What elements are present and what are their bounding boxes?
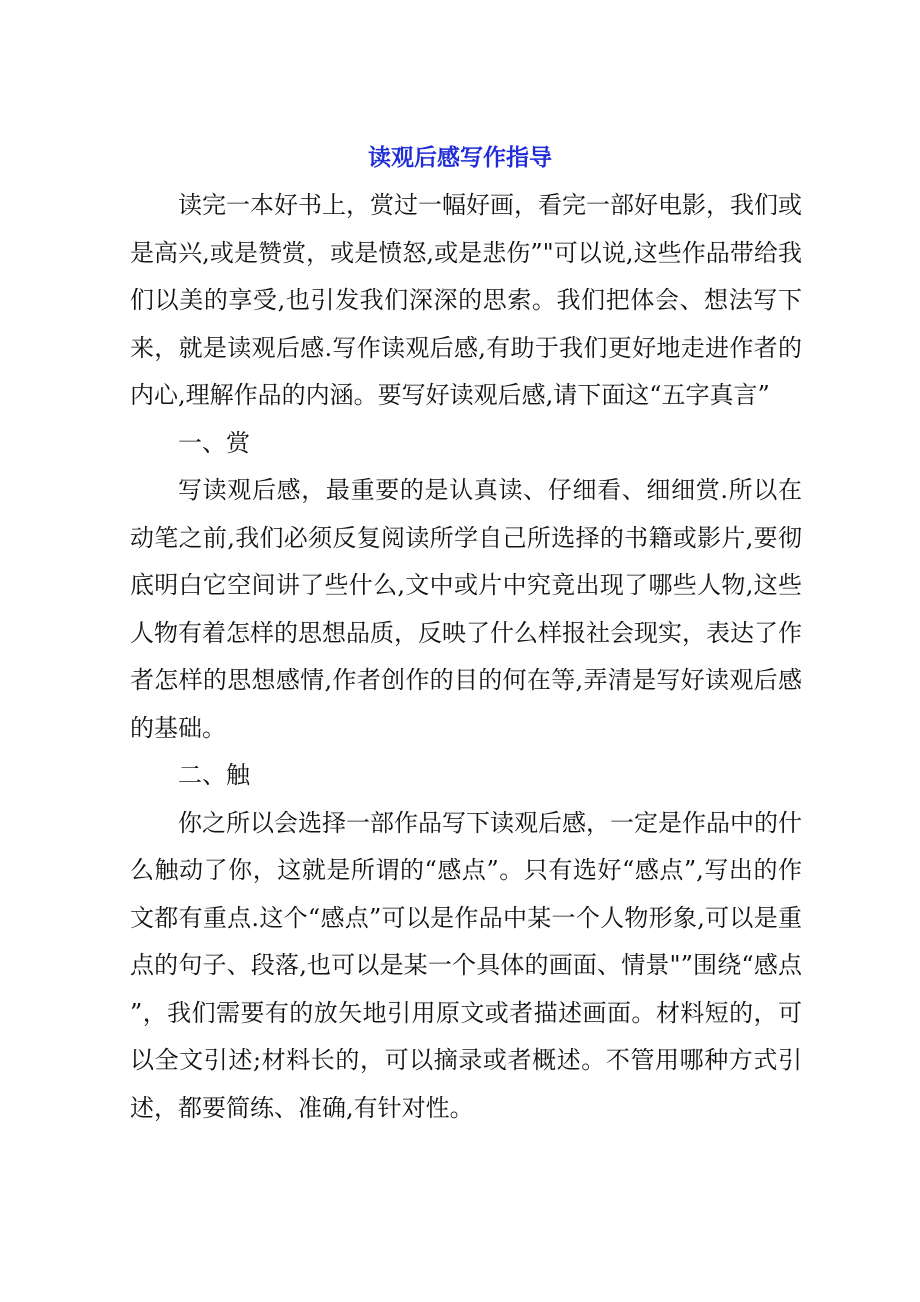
document-body — [130, 182, 802, 1132]
section-heading-appreciate: 一、赏 — [178, 428, 250, 457]
appreciate-paragraph: 写读观后感，最重要的是认真读、仔细看、细细赏.所以在动笔之前,我们必须反复阅读所学自己所选择的书籍或影片,要彻底明白它空间讲了些什么,文中或片中究竟出现了哪些人物,这些人物有着怎样的思想品质，反映了什么样报社会现实，表达了作者怎样的思想感情,作者创作的目的何在等,弄清是写好读观后感的基础。 — [130, 476, 802, 742]
document-title: 读观后感写作指导 — [368, 145, 552, 171]
section-heading-touch: 二、触 — [178, 761, 250, 789]
touch-paragraph: 你之所以会选择一部作品写下读观后感，一定是作品中的什么触动了你，这就是所谓的“感点”。只有选好“感点”,写出的作文都有重点.这个“感点”可以是作品中某一个人物形象,可以是重点的句子、段落,也可以是某一个具体的画面、情景"”围绕“感点”，我们需要有的放矢地引用原文或者描述画面。材料短的，可以全文引述;材料长的，可以摘录或者概述。不管用哪种方式引述，都要简练、准确,有针对性。 — [130, 808, 802, 1122]
intro-paragraph: 读完一本好书上，赏过一幅好画，看完一部好电影，我们或是高兴,或是赞赏，或是愤怒,或是悲伤”"可以说,这些作品带给我们以美的享受,也引发我们深深的思索。我们把体会、想法写下来，就是读观后感.写作读观后感,有助于我们更好地走进作者的内心,理解作品的内涵。要写好读观后感,请下面这“五字真言” — [130, 191, 802, 409]
